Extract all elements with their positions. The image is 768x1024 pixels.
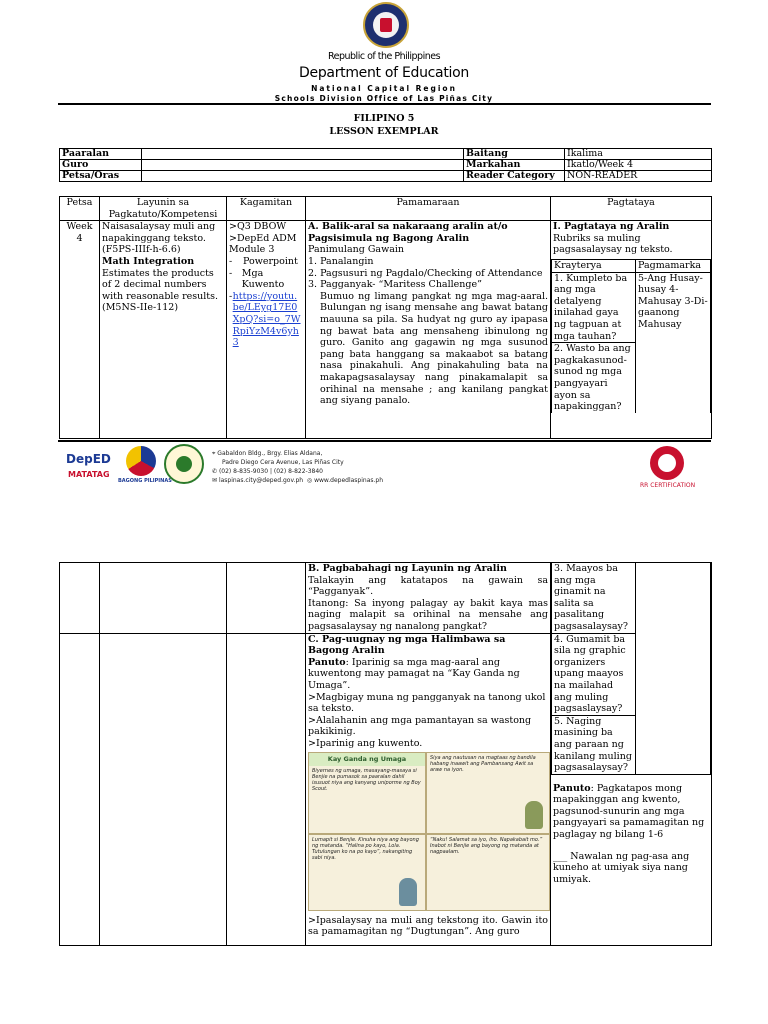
section-c-step-1: >Magbigay muna ng pangganyak na tanong ukol sa teksto.: [308, 691, 546, 715]
col-layunin: Layunin sa Pagkatuto/Kompetensi: [100, 197, 227, 221]
pagtataya-title: I. Pagtataya ng Aralin: [553, 221, 670, 233]
web-icon: ◎: [306, 477, 315, 484]
rubric-criterion-1: 1. Kumpleto ba ang mga detalyeng inilahad gaya ng tagpuan at mga tauhan?: [552, 272, 636, 343]
bagong-pilipinas-logo: [126, 446, 156, 476]
kagamitan-ppt-item: - Powerpoint: [229, 255, 298, 267]
sequence-item-1: ___ Nawalan ng pag-asa ang kuneho at umiyak siya nang umiyak.: [553, 850, 690, 885]
reader-category-value: NON-READER: [565, 171, 712, 182]
math-integration-text: Estimates the products of 2 decimal numbers with reasonable results. (M5NS-IIe-112): [102, 267, 218, 314]
matatag-logo: MATATAG: [68, 470, 110, 479]
rubrics-caption: Rubriks sa muling pagsasalaysay ng teksto.: [553, 232, 673, 256]
baitang-label: Baitang: [464, 149, 565, 160]
layunin-cell-c: [100, 633, 227, 945]
rubric-head-krayterya: Krayterya: [552, 259, 636, 272]
doc-type-title: LESSON EXEMPLAR: [329, 126, 439, 137]
header-divider: [58, 103, 711, 105]
section-c-title: C. Pag-uugnay ng mga Halimbawa sa Bagong Aralin: [308, 633, 506, 657]
layunin-cell-b: [100, 563, 227, 634]
kagamitan-cell-c: [227, 633, 306, 945]
sdo-logo-center: [176, 456, 192, 472]
section-c-cell: [306, 633, 551, 945]
deped-seal-logo: [363, 2, 409, 48]
footer-address-2: Padre Diego Cera Avenue, Las Piñas City: [222, 459, 344, 466]
week-cell: Week 4: [60, 221, 100, 439]
rubrics-table: [551, 259, 711, 413]
republic-line: Republic of the Philippines: [327, 51, 441, 62]
paaralan-value: [142, 149, 464, 160]
reader-category-label: Reader Category: [464, 171, 565, 182]
lola-figure: [399, 878, 417, 906]
rubric-criterion-4: 4. Gumamit ba sila ng graphic organizers upang maayos na mailahad ang muling pagsaslaysay?: [552, 633, 636, 715]
division-line: Schools Division Office of Las Piñas City: [274, 94, 494, 103]
story-panel-3-text: Lumapit si Benjie. Kinuha niya ang bayong ng matanda. “Halina po kayo, Lola. Tutulungan ko na po kayo”, nakangiting sabi niya.: [312, 836, 419, 861]
rubric-criterion-5: 5. Naging masining ba ang paraan ng kanilang muling pagsasalaysay?: [552, 715, 636, 774]
story-panel-1-text: Biyernes ng umaga, masayang-masaya si Benjie na pumasok sa paaralan dahil isusuot niya ang kanyang uniporme ng Boy Scout.: [312, 768, 421, 793]
week-cell-b: [60, 563, 100, 634]
section-c-panuto: Panuto: Iparinig sa mga mag-aaral ang kuwentong may pamagat na “Kay Ganda ng Umaga”.: [308, 656, 520, 691]
markahan-label: Markahan: [464, 160, 565, 171]
paaralan-label: Paaralan: [60, 149, 142, 160]
panimulang-gawain: Panimulang Gawain: [308, 244, 405, 256]
section-c-step-2: >Alalahanin ang mga pamantayan sa wastong pakikinig.: [308, 714, 532, 738]
rubric-scores-continued: [636, 563, 711, 774]
guro-value: [142, 160, 464, 171]
footer-address-1: ⌖ Gabaldon Bldg., Brgy. Elias Aldana,: [212, 450, 323, 457]
layunin-cell: [100, 221, 227, 439]
kagamitan-adm: >DepEd ADM Module 3: [229, 232, 297, 256]
pagtataya-cell-continued: [551, 563, 712, 946]
kagamitan-kuwento-item: - Mga Kuwento: [229, 268, 303, 291]
rubric-criterion-3: 3. Maayos ba ang mga ginamit na salita sa pasalitang pagsasalaysay?: [552, 563, 636, 633]
lesson-table-continued: [59, 562, 712, 946]
story-panel-1: [308, 752, 426, 834]
bagong-pilipinas-text: BAGONG PILIPINAS: [118, 478, 172, 484]
boy-scout-figure: [525, 801, 543, 829]
pagtataya-cell: [551, 221, 712, 439]
col-pagtataya: Pagtataya: [551, 197, 712, 221]
email-icon: ✉: [212, 477, 219, 484]
kagamitan-kuwento: Mga Kuwento: [241, 267, 285, 291]
petsa-oras-value: [142, 171, 464, 182]
story-panel-2: [426, 752, 550, 834]
col-kagamitan: Kagamitan: [227, 197, 306, 221]
section-a-title: A. Balik-aral sa nakaraang aralin at/o Pagsisimula ng Bagong Aralin: [308, 221, 508, 244]
section-b-cell: [306, 563, 551, 634]
step-panalangin: 1. Panalangin: [308, 255, 374, 267]
section-b-title: B. Pagbabahagi ng Layunin ng Aralin: [308, 563, 507, 574]
rr-certification-text: RR CERTIFICATION: [640, 482, 696, 489]
info-table: [59, 148, 712, 182]
rubrics-table-continued: [551, 563, 711, 775]
rubric-scores: 5-Ang Husay-husay 4-Mahusay 3-Di-gaanong Mahusay: [636, 272, 711, 413]
youtube-link[interactable]: https://youtu.be/LEyg17E0XpQ?si=o_7WRpiYzM4v6yh3: [232, 290, 301, 349]
step-pagganyak: 3. Pagganyak- “Maritess Challenge”: [308, 279, 482, 291]
phone-icon: ✆: [212, 468, 219, 475]
baitang-value: Ikalima: [565, 149, 712, 160]
section-c-step-3: >Iparinig ang kuwento.: [308, 737, 423, 749]
section-b-body: Talakayin ang katatapos na gawain sa “Pagganyak”.: [308, 574, 548, 598]
pamamaraan-cell: [306, 221, 551, 439]
kagamitan-link-item: - https://youtu.be/LEyg17E0XpQ?si=o_7WRpiYzM4v6yh3: [229, 291, 303, 349]
story-panel-4-text: “Naku! Salamat sa iyo, iho. Napakabait mo.” Inabot ni Benjie ang bayong ng matanda at nagpaalam.: [430, 836, 543, 855]
petsa-oras-label: Petsa/Oras: [60, 171, 142, 182]
pagganyak-body: Bumuo ng limang pangkat ng mga mag-aaral. Bulungan ng isang mensahe ang bawat batang mauuna sa pila. Sa hudyat ng guro ay ipapasa ng bawat bata ang mensaheng ibinulong ng guro. Ganito ang gagawin ng mga susunod pang bata hanggang sa makaabot sa batang nasa pinakahuli. Ang pinakahuling bata na makapagsasalaysay nang pinakamalapit sa orihinal na mensahe ; ang kanilang pangkat ang siyang panalo.: [320, 290, 548, 407]
story-panel-4: [426, 834, 550, 911]
kagamitan-dbow: >Q3 DBOW: [229, 221, 287, 233]
section-c-retell: >Ipasalaysay na muli ang tekstong ito. Gawin ito sa pamamagitan ng “Dugtungan”. Ang guro: [308, 914, 548, 938]
story-illustration: [308, 752, 548, 909]
department-line: Department of Education: [299, 65, 469, 81]
rubric-head-pagmamarka: Pagmamarka: [636, 259, 711, 272]
location-icon: ⌖: [212, 450, 218, 457]
kagamitan-cell: [227, 221, 306, 439]
deped-logo: DepED: [66, 452, 111, 466]
kagamitan-cell-b: [227, 563, 306, 634]
markahan-value: Ikatlo/Week 4: [565, 160, 712, 171]
region-line: National Capital Region: [311, 84, 457, 93]
story-panel-2-text: Siya ang nautusan na magtaas ng bandila habang inaawit ang Pambansang Awit sa araw na iyon.: [430, 754, 536, 773]
story-title: Kay Ganda ng Umaga: [309, 753, 425, 767]
story-panel-3: [308, 834, 426, 911]
math-integration-title: Math Integration: [102, 255, 195, 267]
week-cell-c: [60, 633, 100, 945]
lesson-table: [59, 196, 712, 439]
rubric-criterion-2: 2. Wasto ba ang pagkakasunod-sunod ng mga pangyayari ayon sa napakinggan?: [552, 343, 636, 413]
col-pamamaraan: Pamamaraan: [306, 197, 551, 221]
guro-label: Guro: [60, 160, 142, 171]
step-attendance: 2. Pagsusuri ng Pagdalo/Checking of Attendance: [308, 267, 543, 279]
layunin-text: Naisasalaysay muli ang napakinggang teksto. (F5PS-IIIf-h-6.6): [102, 221, 216, 256]
footer-phone: ✆ (02) 8-835-9030 | (02) 8-822-3840: [212, 468, 323, 475]
col-petsa: Petsa: [60, 197, 100, 221]
section-b-question: Itanong: Sa inyong palagay ay bakit kaya mas naging malapit sa orihinal na mensahe ang pagsasalaysay ng nanalong pangkat?: [308, 597, 548, 632]
footer-contact: ✉ laspinas.city@deped.gov.ph ◎ www.depedlaspinas.ph: [212, 477, 384, 484]
panuto-pagtataya: Panuto: Pagkatapos mong mapakinggan ang kwento, pagsunod-sunurin ang mga pangyayari sa pamamagitan ng paglagay ng bilang 1-6: [553, 782, 705, 841]
rr-logo-center: [658, 454, 676, 472]
kagamitan-ppt: Powerpoint: [243, 255, 298, 267]
subject-title: FILIPINO 5: [353, 113, 415, 124]
